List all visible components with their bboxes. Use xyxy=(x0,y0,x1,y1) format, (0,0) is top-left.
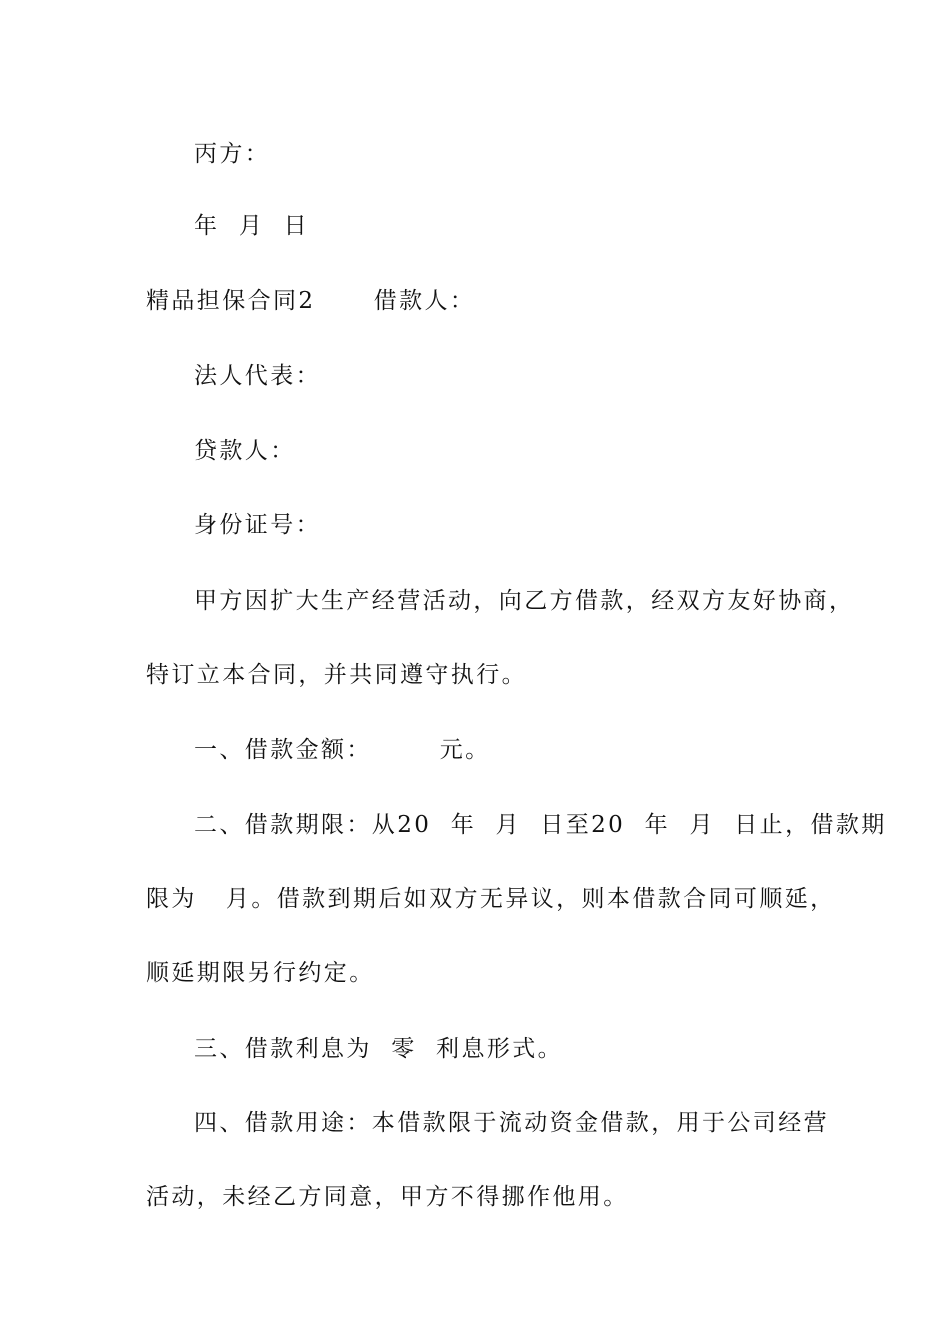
preamble-line-1: 甲方因扩大生产经营活动，向乙方借款，经双方友好协商， xyxy=(194,588,855,614)
clause-2-term-line-2: 限为 月。借款到期后如双方无异议，则本借款合同可顺延， xyxy=(146,886,836,912)
contract-title-borrower: 精品担保合同2 借款人： xyxy=(146,288,476,314)
clause-3-interest: 三、借款利息为 零 利息形式。 xyxy=(194,1036,564,1062)
clause-4-purpose-line-2: 活动，未经乙方同意，甲方不得挪作他用。 xyxy=(146,1184,629,1210)
lender-label: 贷款人： xyxy=(194,438,296,464)
clause-1-amount: 一、借款金额： 元。 xyxy=(194,737,491,763)
legal-representative-label: 法人代表： xyxy=(194,363,321,389)
id-number-label: 身份证号： xyxy=(194,512,321,538)
party-c-label: 丙方： xyxy=(194,141,271,167)
clause-2-term-line-1: 二、借款期限：从20 年 月 日至20 年 月 日止，借款期 xyxy=(194,812,887,838)
clause-4-purpose-line-1: 四、借款用途：本借款限于流动资金借款，用于公司经营 xyxy=(194,1110,829,1136)
clause-2-term-line-3: 顺延期限另行约定。 xyxy=(146,960,375,986)
preamble-line-2: 特订立本合同，并共同遵守执行。 xyxy=(146,662,527,688)
date-line: 年 月 日 xyxy=(194,213,310,239)
